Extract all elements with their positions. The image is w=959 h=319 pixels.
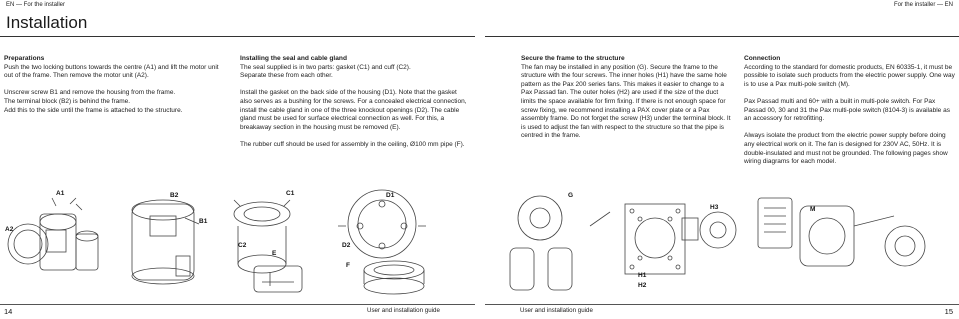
label-f: F: [346, 262, 350, 269]
label-g: G: [568, 192, 574, 199]
section-connection: [744, 55, 956, 167]
label-h3: H3: [710, 204, 719, 211]
footer-guide-right: User and installation guide: [520, 307, 593, 314]
paragraph-line: The seal supplied is in two parts: gasket (C1) and cuff (C2).: [240, 63, 411, 71]
paragraph-line: The terminal block (B2) is behind the frame.: [4, 97, 131, 105]
paragraph: Pax Passad multi and 60+ with a built in multi-pole switch. For Pax Passad 00, 30 and 31 the Pax multi-pole switch (8104-3) is available as an accessory for retrofitting.: [744, 97, 950, 123]
paragraph-line: Unscrew screw B1 and remove the housing from the frame.: [4, 89, 176, 97]
section-heading: Secure the frame to the structure: [521, 55, 625, 62]
paragraph: Push the two locking buttons towards the centre (A1) and lift the motor unit out of the frame. Then remove the motor unit (A2).: [4, 63, 219, 80]
paragraph: The fan may be installed in any position (G). Secure the frame to the structure with the four screws. The inner holes (H1) have the same hole pattern as the Pax 200 series fans. This makes it easier to change to a Pax Passad fan. The outer holes (H2) are used if the size of the duct limits the space available for firm fixing. If there is not enough space for screw fixing, we recommend installing a PAX cover plate or a Pax assembly frame. Do not forget the screw (H3) under the terminal block. It is used to adjust the fan with respect to the structure so that the pipe is centred in the frame.: [521, 63, 731, 140]
figure-g-fan-positions: [510, 196, 610, 290]
footer-guide-left: User and installation guide: [367, 307, 440, 314]
header-right: For the installer — EN: [893, 2, 953, 8]
section-heading: Installing the seal and cable gland: [240, 55, 347, 62]
label-h1: H1: [638, 272, 647, 279]
label-a1: A1: [56, 190, 65, 197]
paragraph: Install the gasket on the back side of the housing (D1). Note that the gasket also serves as a bushing for the screws. For a concealed electrical connection, install the cable gland in one of the three knockout openings (D2). The cable gland must be used for surface electrical connection as well. For this, a breakaway section in the housing must be removed (E).: [240, 89, 467, 131]
figure-b-housing: [132, 200, 199, 284]
installation-figures: [0, 186, 959, 296]
header-rule-right: [485, 36, 959, 37]
paragraph: According to the standard for domestic products, EN 60335-1, it must be possible to isolate such products from the electric power supply. One way is to use a Pax multi-pole switch (M).: [744, 63, 955, 88]
footer-rule-right: [485, 304, 959, 305]
paragraph-line: Separate these from each other.: [240, 72, 333, 80]
paragraph-line: Add this to the side until the frame is attached to the structure.: [4, 106, 183, 114]
installation-drawings: [0, 186, 959, 296]
label-d1: D1: [386, 192, 395, 199]
figure-a-motor-unit: [8, 198, 98, 270]
figure-h-frame-holes: [625, 204, 736, 274]
label-a2: A2: [5, 226, 14, 233]
label-e: E: [272, 250, 277, 257]
page-title: Installation: [6, 13, 88, 32]
label-h2: H2: [638, 282, 647, 289]
section-heading: Connection: [744, 55, 781, 62]
page-number-right: 15: [944, 307, 953, 316]
label-b2: B2: [170, 192, 179, 199]
label-b1: B1: [199, 218, 208, 225]
section-preparations: [4, 55, 229, 115]
figure-f-ceiling-pipe: [364, 261, 424, 294]
figure-d-housing-back: [338, 190, 426, 258]
label-m: M: [810, 206, 816, 213]
label-c2: C2: [238, 242, 247, 249]
header-left: EN — For the installer: [6, 2, 66, 8]
label-c1: C1: [286, 190, 295, 197]
figure-e-breakaway: [254, 266, 302, 292]
page-number-left: 14: [4, 307, 13, 316]
figure-c-gasket-cuff: [234, 200, 290, 273]
section-secure-frame: [521, 55, 733, 141]
section-heading: Preparations: [4, 55, 45, 62]
paragraph: Always isolate the product from the electric power supply before doing any electrical work on it. The fan is designed for 230V AC, 50Hz. It is double-insulated and must not be grounded. The following pages show wiring diagrams for each model.: [744, 132, 948, 166]
section-seal-and-gland: [240, 55, 468, 150]
label-d2: D2: [342, 242, 351, 249]
paragraph: The rubber cuff should be used for assembly in the ceiling, Ø100 mm pipe (F).: [240, 140, 465, 148]
footer-rule-left: [0, 304, 475, 305]
figure-m-multipole-switch: [758, 198, 925, 266]
header-rule-left: [0, 36, 475, 37]
